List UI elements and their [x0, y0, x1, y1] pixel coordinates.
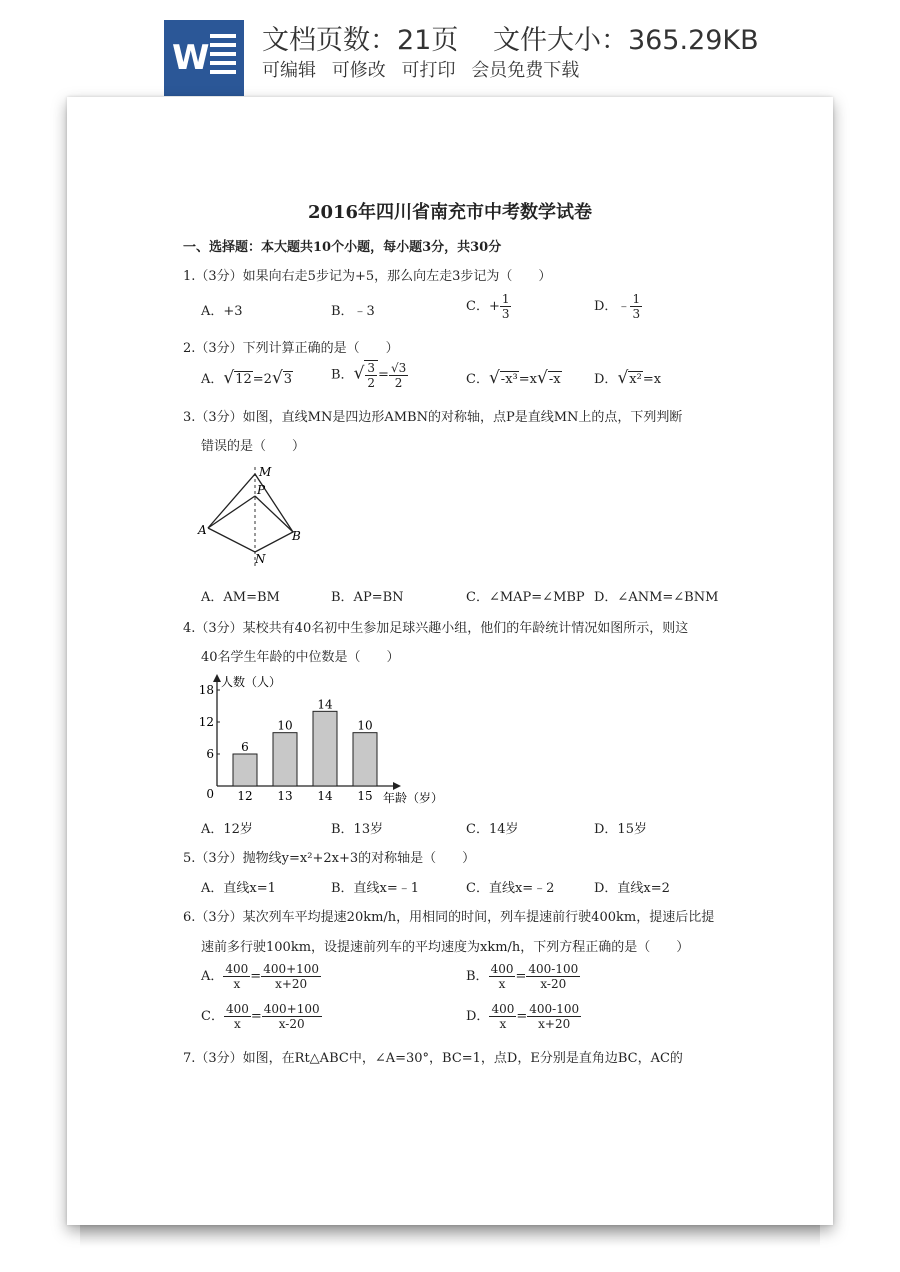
fraction-denominator: x-20	[540, 977, 567, 991]
radicand: x²	[629, 372, 642, 387]
fraction-numerator: 400-100	[528, 962, 579, 976]
question-2-option-c	[466, 368, 562, 388]
fraction-numerator: 400	[225, 1002, 249, 1016]
question-6-option-c	[201, 1002, 322, 1031]
option-label: C．	[201, 1009, 224, 1024]
x-tick-label: 12	[237, 789, 253, 803]
y-tick-label: 6	[206, 747, 214, 761]
x-axis-arrow	[393, 782, 401, 790]
radicand: 12	[235, 372, 252, 387]
equals-sign: =	[250, 969, 262, 984]
question-5-option-b: B．直线x=﹣1	[331, 881, 420, 896]
radical-sign: √	[223, 368, 235, 388]
fraction-denominator: x+20	[275, 977, 308, 991]
question-4-option-d: D．15岁	[594, 822, 647, 837]
fraction	[527, 1002, 581, 1031]
x-tick-label: 13	[277, 789, 293, 803]
question-2-option-a	[201, 368, 293, 388]
fraction	[489, 962, 516, 991]
question-6-stem-line-2: 速前多行驶100km，设提速前列车的平均速度为xkm/h，下列方程正确的是（ ）	[201, 940, 690, 955]
fraction-denominator: x-20	[278, 1017, 305, 1031]
age-bar-chart	[195, 670, 450, 810]
y-axis-arrow	[213, 674, 221, 682]
bar-value-label: 10	[357, 718, 373, 733]
fraction	[224, 1002, 251, 1031]
question-5-stem: 5.（3分）抛物线y=x²+2x+3的对称轴是（ ）	[183, 851, 476, 866]
option-label: D．	[594, 372, 618, 387]
equals-sign: =	[515, 969, 527, 984]
equals-sign: =	[250, 1009, 262, 1024]
fraction-denominator: x+20	[538, 1017, 571, 1031]
question-6-option-d	[466, 1002, 581, 1031]
question-3-option-b: B．AP=BN	[331, 590, 404, 605]
y-tick-label: 0	[206, 787, 214, 801]
option-label: C．	[466, 372, 489, 387]
question-1-option-a: A．+3	[201, 304, 243, 319]
fraction-denominator: 3	[632, 307, 641, 321]
fraction	[261, 962, 321, 991]
question-3-stem-line-1: 3.（3分）如图，直线MN是四边形AMBN的对称轴，点P是直线MN上的点，下列判断	[183, 410, 683, 425]
bar-value-label: 6	[241, 740, 249, 754]
fraction-numerator: 400	[491, 1002, 515, 1016]
label-b: B	[292, 529, 301, 543]
question-6-stem-line-1: 6.（3分）某次列车平均提速20km/h，用相同的时间，列车提速前行驶400km，提速后比提	[183, 910, 715, 925]
radicand: -x	[548, 372, 561, 387]
fraction	[489, 1002, 516, 1031]
fraction-denominator: 2	[367, 376, 376, 390]
bar	[353, 733, 377, 786]
fraction-denominator: x	[233, 977, 241, 991]
quadrilateral-figure	[195, 462, 310, 570]
fraction	[500, 292, 512, 321]
option-d-prefix: D．﹣	[594, 299, 631, 314]
fraction-denominator: 2	[394, 375, 403, 390]
radical-sign: √	[271, 368, 283, 388]
question-1-stem: 1.（3分）如果向右走5步记为+5，那么向左走3步记为（ ）	[183, 269, 552, 284]
y-axis-label: 人数（人）	[221, 675, 282, 689]
y-tick-label: 18	[198, 683, 214, 697]
page-count: 文档页数：21页	[262, 25, 459, 56]
radicand: 3	[283, 372, 293, 387]
radicand: -x³	[500, 372, 518, 387]
bar-value-label: 10	[277, 718, 293, 733]
question-6-option-a	[201, 962, 321, 991]
fraction	[630, 292, 642, 321]
question-3-option-c: C．∠MAP=∠MBP	[466, 590, 585, 605]
equals-part: =x	[642, 372, 662, 387]
question-3-option-a: A．AM=BM	[201, 590, 280, 605]
fraction-denominator: x	[234, 1017, 241, 1031]
feature-list	[262, 56, 589, 82]
label-m: M	[259, 465, 272, 479]
fraction-numerator: 400	[225, 962, 249, 976]
fraction	[364, 360, 378, 390]
fraction-numerator: 1	[632, 292, 641, 306]
question-5-option-a: A．直线x=1	[201, 881, 276, 896]
question-4-stem-line-1: 4.（3分）某校共有40名初中生参加足球兴趣小组，他们的年龄统计情况如图所示，则这	[183, 621, 689, 636]
radical-sign: √	[488, 368, 500, 388]
feature-printable: 可打印	[401, 60, 456, 81]
fraction-denominator: 3	[501, 307, 510, 321]
question-4-option-b: B．13岁	[331, 822, 384, 837]
question-3-option-d: D．∠ANM=∠BNM	[594, 590, 719, 605]
option-label: B．	[331, 367, 354, 383]
fraction	[223, 962, 250, 991]
question-2-stem: 2.（3分）下列计算正确的是（ ）	[183, 341, 399, 356]
fraction-numerator: 400+100	[263, 962, 320, 976]
question-5-option-c: C．直线x=﹣2	[466, 881, 555, 896]
bar	[273, 733, 297, 786]
question-4-option-a: A．12岁	[201, 822, 253, 837]
doc-stats	[262, 18, 785, 57]
question-6-option-b	[466, 962, 580, 991]
option-label: A．	[201, 969, 224, 984]
fraction	[262, 1002, 322, 1031]
fraction-denominator: x	[499, 1017, 507, 1031]
radical-sign: √	[353, 363, 365, 384]
question-4-option-c: C．14岁	[466, 822, 519, 837]
feature-modifiable: 可修改	[331, 60, 386, 81]
question-7-stem: 7.（3分）如图，在Rt△ABC中，∠A=30°，BC=1，点D，E分别是直角边BC，AC的	[183, 1051, 683, 1066]
section-heading: 一、选择题：本大题共10个小题，每小题3分，共30分	[183, 240, 502, 255]
x-tick-label: 14	[317, 789, 333, 803]
equals-part: =	[378, 367, 389, 383]
option-label: D．	[466, 1009, 490, 1024]
equals-sign: =	[516, 1009, 528, 1024]
question-2-option-b	[331, 360, 408, 390]
doc-info-banner	[0, 0, 900, 100]
equals-part: =x	[518, 372, 537, 387]
fraction-numerator: √3	[390, 360, 407, 375]
question-3-stem-line-2: 错误的是（ ）	[201, 439, 306, 454]
fraction-numerator: 1	[501, 292, 510, 306]
bar	[233, 754, 257, 786]
x-tick-label: 15	[357, 789, 373, 803]
label-n: N	[255, 552, 266, 566]
x-axis-label: 年龄（岁）	[383, 791, 444, 805]
file-size: 文件大小：365.29KB	[492, 25, 759, 56]
fraction-numerator: 400+100	[263, 1002, 320, 1016]
fraction-numerator: 400	[490, 962, 514, 976]
fraction	[389, 361, 408, 390]
feature-editable: 可编辑	[262, 60, 316, 81]
question-2-option-d	[594, 368, 661, 388]
option-label: B．	[466, 969, 489, 984]
label-p: P	[257, 483, 266, 497]
page-title: 2016年四川省南充市中考数学试卷	[307, 202, 593, 223]
y-tick-label: 12	[198, 715, 214, 729]
segment-pb	[255, 496, 293, 532]
option-c-prefix: C．+	[466, 299, 500, 314]
radical-sign: √	[536, 368, 548, 388]
bar-value-label: 14	[317, 697, 333, 712]
question-5-option-d: D．直线x=2	[594, 881, 670, 896]
page-shadow	[80, 1225, 820, 1247]
fraction-numerator: 400-100	[529, 1002, 580, 1016]
question-1-option-d	[594, 292, 642, 321]
question-1-option-b: B．﹣3	[331, 304, 375, 319]
label-a: A	[198, 523, 207, 537]
fraction-numerator: 3	[367, 361, 376, 375]
feature-free-download: 会员免费下载	[471, 60, 580, 81]
question-1-option-c	[466, 292, 511, 321]
quadrilateral-amb-n	[208, 474, 293, 552]
bar	[313, 711, 337, 786]
option-label: A．	[201, 372, 224, 387]
question-4-stem-line-2: 40名学生年龄的中位数是（ ）	[201, 650, 400, 665]
fraction-denominator: x	[498, 977, 506, 991]
radical-sign: √	[617, 368, 629, 388]
equals-part: =2	[252, 372, 272, 387]
word-document-icon: W	[164, 20, 244, 96]
fraction	[526, 962, 580, 991]
